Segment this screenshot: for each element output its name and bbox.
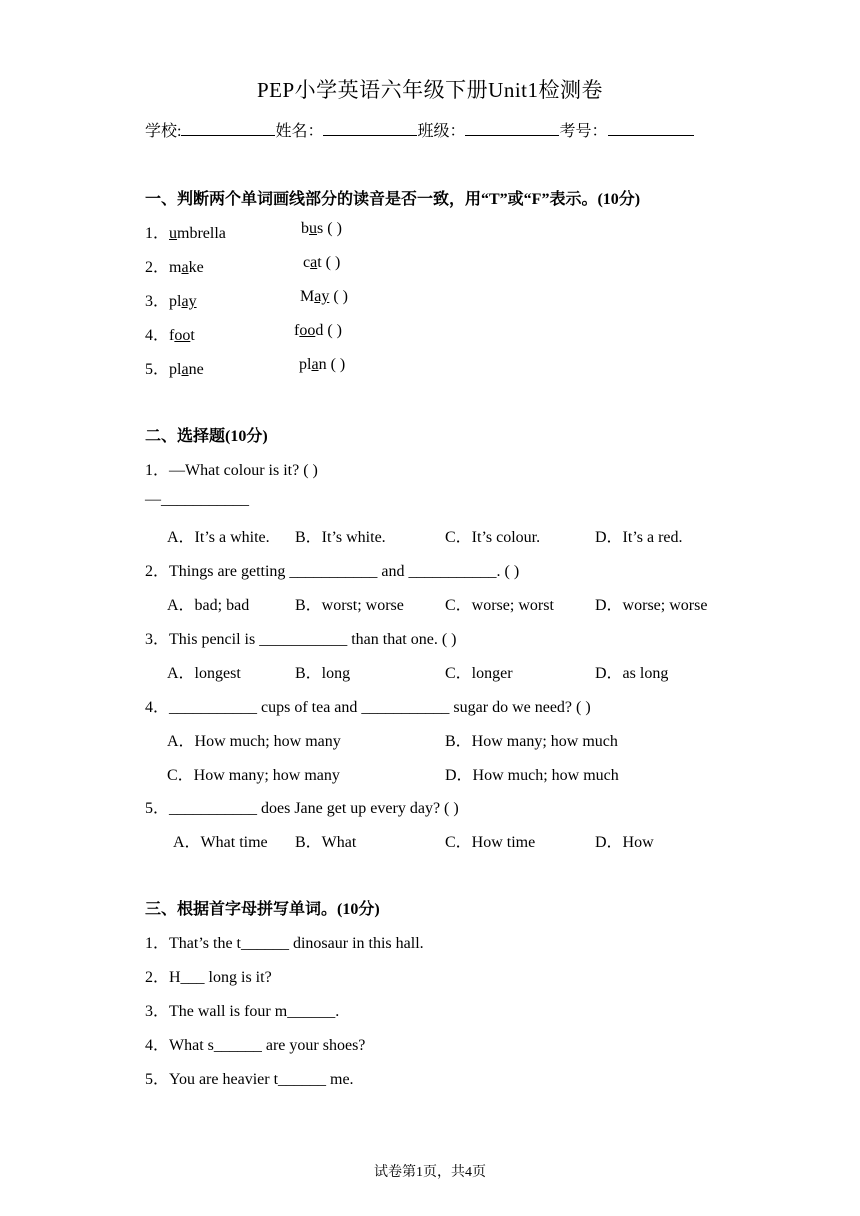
word-part: f xyxy=(294,322,300,339)
question-1-answer-line[interactable]: —___________ xyxy=(145,491,249,508)
word-part: c xyxy=(303,254,311,271)
question-3-stem: 3．This pencil is ___________ than that one. ( ) xyxy=(145,631,457,648)
word-part: ne xyxy=(188,361,204,378)
list-item xyxy=(145,322,195,345)
word-part: s xyxy=(317,220,324,237)
school-label: 学校: xyxy=(145,123,182,140)
word-part: ke xyxy=(188,259,204,276)
option-b[interactable]: B．long xyxy=(295,665,351,682)
page-title: PEP小学英语六年级下册Unit1检测卷 xyxy=(256,78,604,102)
option-c[interactable]: C．How time xyxy=(445,834,536,851)
name-blank[interactable] xyxy=(323,119,417,136)
class-label: 班级： xyxy=(417,123,466,140)
word-part: n xyxy=(318,356,327,373)
list-item[interactable]: 5．You are heavier t______ me. xyxy=(145,1071,354,1088)
list-item xyxy=(145,288,197,311)
answer-paren[interactable]: ( ) xyxy=(327,220,342,237)
option-d[interactable]: D．worse; worse xyxy=(595,597,708,614)
item-number: 3． xyxy=(145,293,170,310)
answer-paren[interactable]: ( ) xyxy=(327,322,342,339)
option-a[interactable]: A．How much; how many xyxy=(167,733,341,750)
section-1-heading: 一、判断两个单词画线部分的读音是否一致，用“T”或“F”表示。(10分) xyxy=(145,191,641,208)
underlined-letters: oo xyxy=(299,322,316,339)
word-part: t xyxy=(190,327,195,344)
compare-word xyxy=(299,356,345,374)
compare-word xyxy=(303,254,340,272)
option-a[interactable]: A．What time xyxy=(173,834,268,851)
list-item[interactable]: 3．The wall is four m______. xyxy=(145,1003,340,1020)
school-blank[interactable] xyxy=(181,119,275,136)
option-d[interactable]: D．How much; how much xyxy=(445,767,619,784)
option-a[interactable]: A．longest xyxy=(167,665,241,682)
class-blank[interactable] xyxy=(465,119,559,136)
underlined-letters: a xyxy=(311,356,319,373)
word-part: mbrella xyxy=(177,225,226,242)
option-a[interactable]: A．It’s a white. xyxy=(167,529,270,546)
option-c[interactable]: C．worse; worst xyxy=(445,597,554,614)
word-part: d xyxy=(315,322,324,339)
word-part: pl xyxy=(169,361,182,378)
option-d[interactable]: D．as long xyxy=(595,665,669,682)
id-label: 考号： xyxy=(559,123,608,140)
answer-paren[interactable]: ( ) xyxy=(325,254,341,271)
question-5-stem: 5．___________ does Jane get up every day? ( ) xyxy=(145,800,459,817)
word-part: M xyxy=(300,288,315,305)
option-b[interactable]: B．worst; worse xyxy=(295,597,404,614)
list-item xyxy=(145,220,226,243)
underlined-letters: oo xyxy=(174,327,191,344)
id-blank[interactable] xyxy=(608,119,694,136)
option-d[interactable]: D．It’s a red. xyxy=(595,529,683,546)
underlined-letters: ay xyxy=(181,293,197,310)
page-footer: 试卷第1页，共4页 xyxy=(374,1165,486,1180)
underlined-letters: u xyxy=(309,220,317,237)
underlined-letters: a xyxy=(310,254,318,271)
list-item[interactable]: 4．What s______ are your shoes? xyxy=(145,1037,366,1054)
list-item xyxy=(145,254,204,277)
underlined-letters: u xyxy=(169,225,178,242)
word-part: b xyxy=(301,220,309,237)
answer-paren[interactable]: ( ) xyxy=(330,356,346,373)
option-b[interactable]: B．It’s white. xyxy=(295,529,386,546)
underlined-letters: a xyxy=(181,361,189,378)
word-part: t xyxy=(317,254,322,271)
compare-word xyxy=(300,288,348,306)
student-info-line xyxy=(145,118,694,141)
item-number: 2． xyxy=(145,259,170,276)
word-part: pl xyxy=(299,356,312,373)
option-b[interactable]: B．How many; how much xyxy=(445,733,618,750)
option-a[interactable]: A．bad; bad xyxy=(167,597,250,614)
option-c[interactable]: C．longer xyxy=(445,665,513,682)
answer-paren[interactable]: ( ) xyxy=(333,288,348,305)
list-item[interactable]: 2．H___ long is it? xyxy=(145,969,272,986)
word-part: pl xyxy=(169,293,182,310)
option-d[interactable]: D．How xyxy=(595,834,654,851)
option-b[interactable]: B．What xyxy=(295,834,357,851)
item-number: 4． xyxy=(145,327,170,344)
section-3-heading: 三、根据首字母拼写单词。(10分) xyxy=(145,901,380,918)
word-part: f xyxy=(169,327,175,344)
question-4-stem: 4．___________ cups of tea and ___________ sugar do we need? ( ) xyxy=(145,699,591,716)
compare-word xyxy=(294,322,342,340)
section-2-heading: 二、选择题(10分) xyxy=(145,428,268,445)
question-1-stem: 1．—What colour is it? ( ) xyxy=(145,462,318,479)
option-c[interactable]: C．How many; how many xyxy=(167,767,340,784)
word-part: m xyxy=(169,259,182,276)
option-c[interactable]: C．It’s colour. xyxy=(445,529,541,546)
question-2-stem: 2．Things are getting ___________ and ___________. ( ) xyxy=(145,563,520,580)
item-number: 1． xyxy=(145,225,170,242)
compare-word xyxy=(301,220,342,238)
item-number: 5． xyxy=(145,361,170,378)
list-item[interactable]: 1．That’s the t______ dinosaur in this hall. xyxy=(145,935,424,952)
list-item xyxy=(145,356,204,379)
underlined-letters: a xyxy=(181,259,189,276)
underlined-letters: ay xyxy=(314,288,330,305)
name-label: 姓名： xyxy=(275,123,324,140)
